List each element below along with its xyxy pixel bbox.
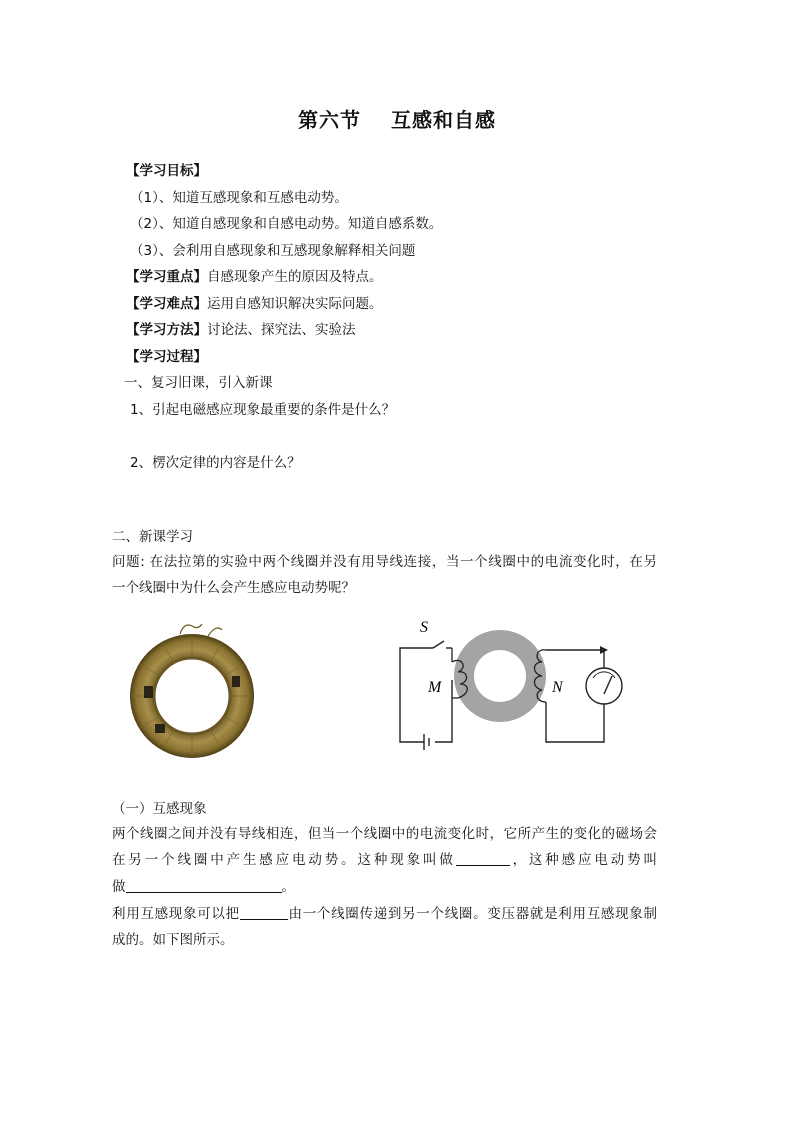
review-question-2: 2、楞次定律的内容是什么？ <box>130 455 301 471</box>
switch-label: S <box>420 619 428 636</box>
new-lesson-heading: 二、新课学习 <box>112 529 193 545</box>
mutual-induction-heading: （一）互感现象 <box>112 801 207 817</box>
left-circuit <box>400 641 452 750</box>
page-title <box>0 104 794 133</box>
p1-line3-text-b: 。 <box>281 879 295 895</box>
mutual-p2-line-1 <box>112 902 657 927</box>
mutual-p1-line-1: 两个线圈之间并没有导线相连，但当一个线圈中的电流变化时，它所产生的变化的磁场会 <box>112 826 657 842</box>
fill-blank-energy[interactable] <box>240 904 288 920</box>
mutual-p1-line-2 <box>112 848 657 873</box>
p1-line2-text-b: ，这种感应电动势叫 <box>509 852 658 868</box>
title-chapter: 第六节 <box>298 108 361 132</box>
coil-n-label: N <box>552 679 563 696</box>
p2-line1-text-b: 由一个线圈传递到另一个线圈。变压器就是利用互感现象制 <box>287 906 658 922</box>
mutual-p2-line-2: 成的。如下图所示。 <box>112 932 234 948</box>
fill-blank-emf[interactable] <box>126 877 282 893</box>
title-topic: 互感和自感 <box>391 108 496 132</box>
galvanometer-icon <box>586 668 622 704</box>
toroid-core <box>454 630 546 722</box>
review-heading: 一、复习旧课，引入新课 <box>124 375 273 391</box>
coil-m-label: M <box>428 679 442 696</box>
mutual-p1-line-3 <box>112 875 657 900</box>
objective-item: （3）、会利用自感现象和互感现象解释相关问题 <box>130 243 416 259</box>
fill-blank-phenomenon[interactable] <box>456 850 510 866</box>
process-heading: 【学习过程】 <box>126 349 207 365</box>
difficulty <box>126 295 383 313</box>
review-question-1: 1、引起电磁感应现象最重要的条件是什么？ <box>130 402 396 418</box>
p1-line3-text-a: 做 <box>112 879 126 895</box>
question-line-1: 问题: 在法拉第的实验中两个线圈并没有用导线连接，当一个线圈中的电流变化时，在另 <box>112 554 657 570</box>
method <box>126 321 356 339</box>
difficulty-text: 运用自感知识解决实际问题。 <box>207 296 383 312</box>
objectives-heading: 【学习目标】 <box>126 163 207 179</box>
p2-line1-text-a: 利用互感现象可以把 <box>112 906 240 922</box>
key-point-text: 自感现象产生的原因及特点。 <box>207 269 383 285</box>
method-text: 讨论法、探究法、实验法 <box>207 322 356 338</box>
key-point <box>126 268 383 286</box>
toroid-coil-photo <box>122 620 262 766</box>
p1-line2-text-a: 在另一个线圈中产生感应电动势。这种现象叫做 <box>112 852 456 868</box>
objective-item: （2）、知道自感现象和自感电动势。知道自感系数。 <box>130 216 443 232</box>
difficulty-label: 【学习难点】 <box>126 296 207 312</box>
objective-item: （1）、知道互感现象和互感电动势。 <box>130 190 348 206</box>
key-point-label: 【学习重点】 <box>126 269 207 285</box>
mutual-induction-circuit-diagram <box>388 612 638 762</box>
question-line-2: 一个线圈中为什么会产生感应电动势呢？ <box>112 580 355 596</box>
method-label: 【学习方法】 <box>126 322 207 338</box>
